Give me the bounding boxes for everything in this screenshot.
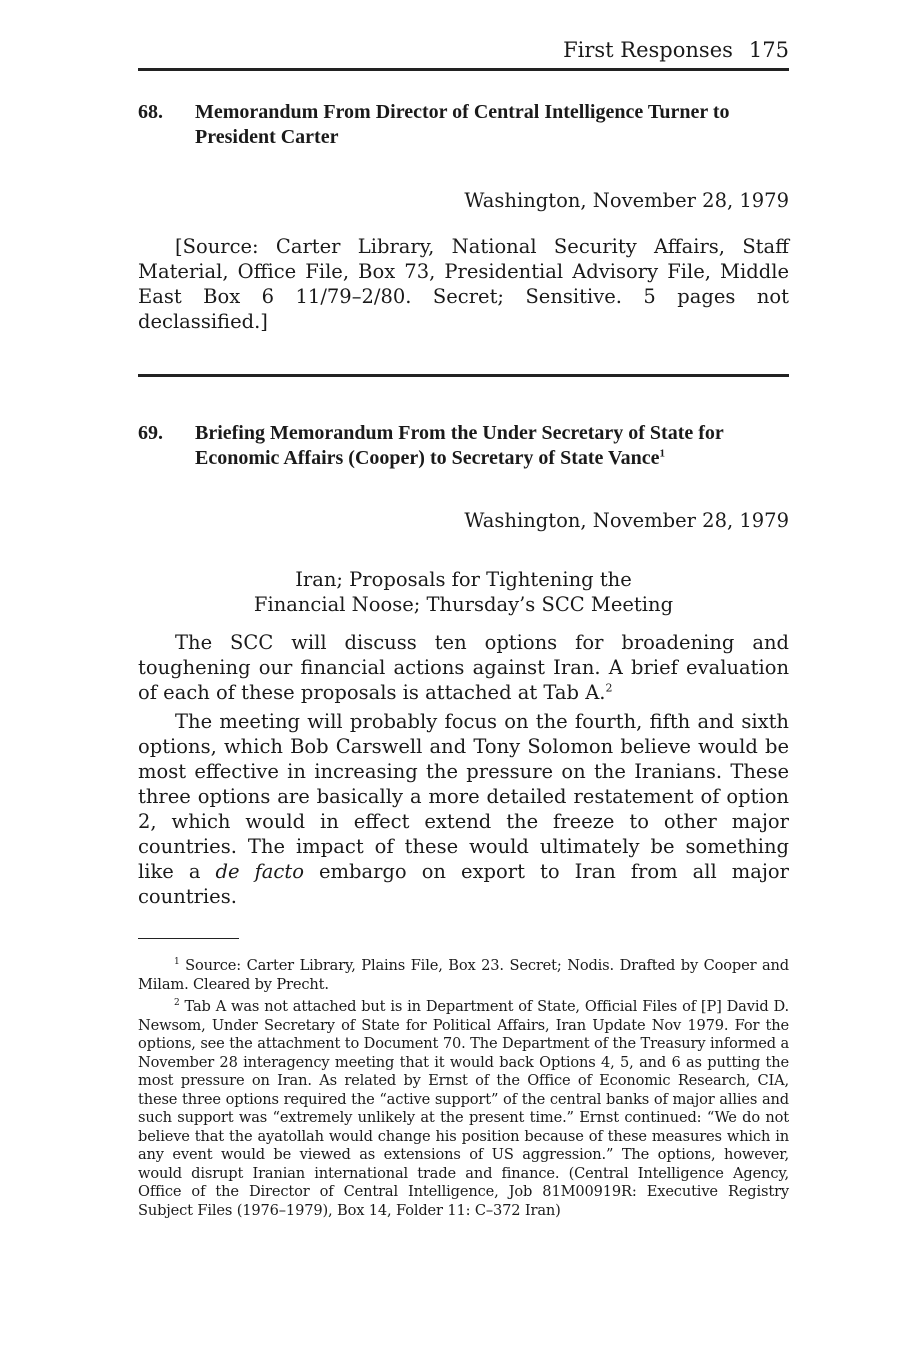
running-head — [563, 37, 789, 63]
doc-69-number: 69. — [138, 422, 163, 444]
doc-69-title: Briefing Memorandum From the Under Secretary of State for Economic Affairs (Cooper) to Secretary of State Vance — [195, 422, 724, 469]
doc-69-paragraph-1 — [138, 630, 789, 705]
footnote-2-text: Tab A was not attached but is in Department of State, Official Files of [P] David D. Newsom, Under Secretary of State for Political Affairs, Iran Update Nov 1979. For the options, see the attachment to Document 70. The Department of the Treasury informed a November 28 interagency meeting that it would back Options 4, 5, and 6 as putting the most pressure on Iran. As related by Ernst of the Office of Economic Research, CIA, these three options required the “active support” of the central banks of major allies and such support was “extremely unlikely at the present time.” Ernst continued: “We do not believe that the ayatollah would change his position because of these measures which in any event would be viewed as extensions of US aggression.” The options, however, would disrupt Iranian international trade and finance. (Central Intelligence Agency, Office of the Director of Central Intelligence, Job 81M00919R: Executive Registry Subject Files (1976–1979), Box 14, Folder 11: C–372 Iran) — [138, 998, 789, 1219]
subject-line-2: Financial Noose; Thursday’s SCC Meeting — [253, 593, 674, 616]
footnote-1 — [138, 957, 789, 994]
footnote-ref-2[interactable]: 2 — [605, 681, 613, 695]
doc-68-dateline: Washington, November 28, 1979 — [464, 189, 789, 212]
doc-68-source-note: [Source: Carter Library, National Security Affairs, Staff Material, Office File, Box 73, Presidential Advisory File, Middle East Box 6 11/79–2/80. Secret; Sensitive. 5 pages not declassified.] — [138, 235, 789, 333]
doc-68-heading — [138, 100, 789, 150]
doc-69-paragraph-2 — [138, 709, 789, 909]
footnote-2 — [138, 998, 789, 1220]
footnote-1-marker: 1 — [174, 957, 180, 968]
doc-69-subject — [138, 567, 789, 617]
footnote-ref-1[interactable]: 1 — [659, 447, 666, 460]
doc-69-heading — [138, 421, 789, 471]
running-head-section: First Responses — [563, 38, 733, 62]
paragraph-2-italic: de facto — [215, 860, 304, 883]
doc-69-title-wrap — [195, 421, 789, 471]
doc-68-title: Memorandum From Director of Central Intelligence Turner to President Carter — [195, 101, 730, 148]
footnote-2-marker: 2 — [174, 998, 180, 1009]
document-page — [138, 0, 789, 1351]
doc-69-dateline: Washington, November 28, 1979 — [464, 509, 789, 532]
paragraph-1-text: The SCC will discuss ten options for broadening and toughening our financial actions against Iran. A brief evaluation of each of these proposals is attached at Tab A. — [138, 631, 789, 704]
footnote-rule — [138, 938, 239, 939]
page-number: 175 — [748, 38, 789, 62]
section-divider-rule — [138, 374, 789, 377]
subject-line-1: Iran; Proposals for Tightening the — [295, 568, 632, 591]
paragraph-2-text-a: The meeting will probably focus on the fourth, fifth and sixth options, which Bob Carswell and Tony Solomon believe would be most effective in increasing the pressure on the Iranians. These three options are basically a more detailed restatement of option 2, which would in effect extend the freeze to other major countries. The impact of these would ultimately be something like a — [138, 710, 789, 883]
paragraph-2-text-b: embargo on export to Iran from all major countries. — [138, 860, 789, 908]
footnote-1-text: Source: Carter Library, Plains File, Box 23. Secret; Nodis. Drafted by Cooper and Milam. Cleared by Precht. — [138, 957, 789, 993]
doc-68-number: 68. — [138, 101, 163, 123]
header-rule — [138, 68, 789, 71]
